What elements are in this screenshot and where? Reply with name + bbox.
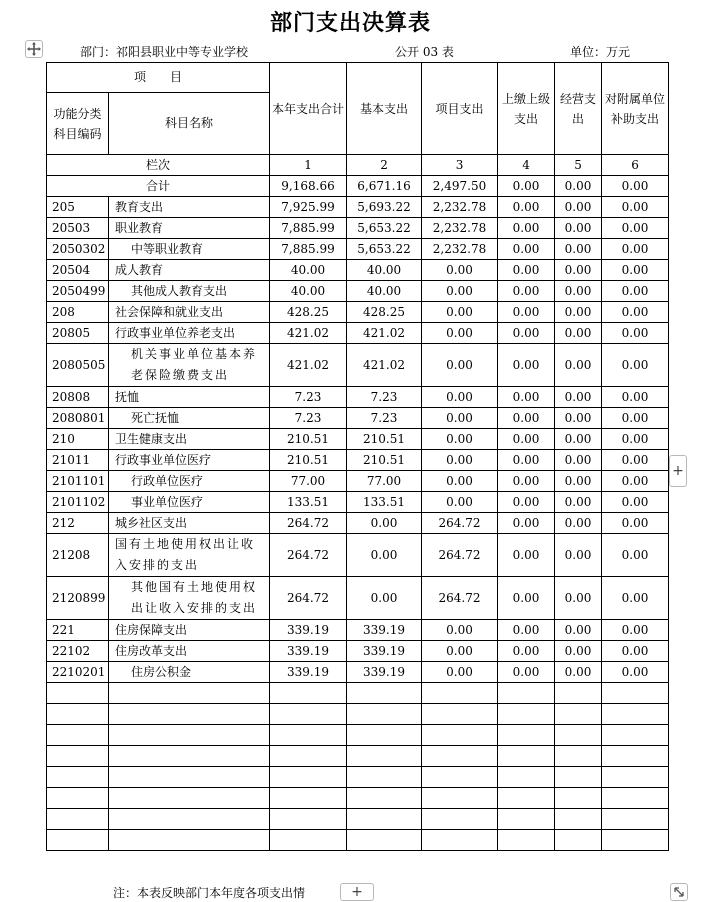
value-cell: 5,653.22 [347, 239, 422, 260]
function-code-cell: 20503 [47, 218, 109, 239]
empty-cell [602, 830, 669, 851]
function-code-cell: 210 [47, 429, 109, 450]
value-cell: 0.00 [602, 429, 669, 450]
header-project: 项 目 [47, 63, 270, 93]
value-cell: 0.00 [602, 197, 669, 218]
function-code-cell: 20805 [47, 323, 109, 344]
empty-cell [47, 767, 109, 788]
table-row [47, 577, 669, 620]
total-value: 0.00 [498, 176, 555, 197]
value-cell: 40.00 [270, 260, 347, 281]
value-cell: 0.00 [602, 620, 669, 641]
empty-cell [498, 704, 555, 725]
footnote: 注：本表反映部门本年度各项支出情 [113, 886, 306, 900]
empty-cell [555, 725, 602, 746]
value-cell: 0.00 [498, 281, 555, 302]
value-cell: 0.00 [498, 302, 555, 323]
empty-cell [347, 746, 422, 767]
row-index-5: 5 [555, 155, 602, 176]
value-cell: 0.00 [555, 344, 602, 387]
value-cell: 0.00 [498, 577, 555, 620]
header-business-expenditure: 经营支出 [555, 63, 602, 155]
resize-icon [671, 884, 687, 900]
total-value: 6,671.16 [347, 176, 422, 197]
value-cell: 5,693.22 [347, 197, 422, 218]
function-code-cell: 22102 [47, 641, 109, 662]
table-move-handle[interactable] [25, 40, 43, 58]
value-cell: 0.00 [555, 450, 602, 471]
empty-cell [422, 725, 498, 746]
table-row [47, 302, 669, 323]
value-cell: 339.19 [270, 641, 347, 662]
value-cell: 7.23 [270, 408, 347, 429]
value-cell: 7.23 [347, 387, 422, 408]
value-cell: 264.72 [270, 577, 347, 620]
value-cell: 0.00 [555, 429, 602, 450]
value-cell: 264.72 [270, 534, 347, 577]
empty-cell [422, 809, 498, 830]
empty-cell [602, 683, 669, 704]
table-row [47, 260, 669, 281]
value-cell: 0.00 [498, 513, 555, 534]
total-value: 2,497.50 [422, 176, 498, 197]
empty-cell [109, 683, 270, 704]
function-code-cell: 20504 [47, 260, 109, 281]
value-cell: 0.00 [498, 492, 555, 513]
table-row [47, 471, 669, 492]
empty-cell [555, 683, 602, 704]
row-index-1: 1 [270, 155, 347, 176]
value-cell: 264.72 [270, 513, 347, 534]
header-subject-name: 科目名称 [109, 93, 270, 155]
unit-label: 单位：万元 [570, 45, 631, 59]
value-cell: 0.00 [602, 450, 669, 471]
value-cell: 421.02 [347, 323, 422, 344]
empty-cell [498, 809, 555, 830]
function-code-cell: 2050499 [47, 281, 109, 302]
value-cell: 0.00 [422, 323, 498, 344]
value-cell: 0.00 [555, 620, 602, 641]
table-row [47, 641, 669, 662]
empty-cell [47, 788, 109, 809]
value-cell: 0.00 [498, 429, 555, 450]
empty-cell [602, 725, 669, 746]
subject-name-cell: 行政事业单位养老支出 [109, 323, 270, 344]
total-value: 0.00 [555, 176, 602, 197]
total-label: 合计 [47, 176, 270, 197]
value-cell: 0.00 [555, 641, 602, 662]
value-cell: 0.00 [555, 323, 602, 344]
empty-cell [270, 683, 347, 704]
value-cell: 0.00 [602, 387, 669, 408]
function-code-cell: 205 [47, 197, 109, 218]
empty-row [47, 746, 669, 767]
table-resize-handle[interactable] [670, 883, 688, 901]
function-code-cell: 2080801 [47, 408, 109, 429]
row-index-label: 栏次 [47, 155, 270, 176]
value-cell: 0.00 [498, 662, 555, 683]
value-cell: 0.00 [602, 302, 669, 323]
empty-cell [347, 704, 422, 725]
value-cell: 339.19 [347, 641, 422, 662]
empty-row [47, 830, 669, 851]
empty-cell [498, 767, 555, 788]
value-cell: 0.00 [422, 450, 498, 471]
value-cell: 0.00 [602, 492, 669, 513]
empty-cell [47, 725, 109, 746]
function-code-cell: 221 [47, 620, 109, 641]
value-cell: 210.51 [347, 429, 422, 450]
empty-cell [422, 683, 498, 704]
value-cell: 133.51 [347, 492, 422, 513]
value-cell: 0.00 [422, 344, 498, 387]
empty-cell [602, 809, 669, 830]
value-cell: 428.25 [270, 302, 347, 323]
subject-name-cell: 住房公积金 [109, 662, 270, 683]
empty-cell [498, 683, 555, 704]
value-cell: 0.00 [498, 197, 555, 218]
table-row [47, 492, 669, 513]
empty-cell [47, 746, 109, 767]
empty-cell [270, 788, 347, 809]
value-cell: 0.00 [347, 577, 422, 620]
function-code-cell: 21208 [47, 534, 109, 577]
value-cell: 0.00 [555, 471, 602, 492]
value-cell: 0.00 [555, 218, 602, 239]
empty-cell [422, 767, 498, 788]
empty-cell [270, 809, 347, 830]
page-title: 部门支出决算表 [269, 11, 431, 36]
add-column-button[interactable]: + [669, 455, 687, 487]
total-value: 9,168.66 [270, 176, 347, 197]
empty-cell [47, 704, 109, 725]
empty-cell [109, 830, 270, 851]
table-row [47, 218, 669, 239]
value-cell: 0.00 [422, 281, 498, 302]
value-cell: 0.00 [422, 429, 498, 450]
value-cell: 0.00 [422, 662, 498, 683]
function-code-cell: 2050302 [47, 239, 109, 260]
function-code-cell: 2101101 [47, 471, 109, 492]
empty-cell [498, 725, 555, 746]
value-cell: 0.00 [555, 513, 602, 534]
value-cell: 421.02 [270, 344, 347, 387]
move-icon [26, 41, 42, 57]
value-cell: 0.00 [422, 408, 498, 429]
empty-cell [498, 788, 555, 809]
row-index-2: 2 [347, 155, 422, 176]
empty-cell [555, 788, 602, 809]
value-cell: 0.00 [555, 281, 602, 302]
value-cell: 0.00 [602, 471, 669, 492]
empty-cell [347, 809, 422, 830]
subject-name-cell: 事业单位医疗 [109, 492, 270, 513]
empty-cell [270, 767, 347, 788]
value-cell: 0.00 [498, 218, 555, 239]
row-index-4: 4 [498, 155, 555, 176]
empty-cell [347, 725, 422, 746]
empty-cell [498, 746, 555, 767]
empty-cell [555, 809, 602, 830]
value-cell: 0.00 [347, 513, 422, 534]
value-cell: 0.00 [422, 620, 498, 641]
total-value: 0.00 [602, 176, 669, 197]
value-cell: 0.00 [422, 641, 498, 662]
table-row [47, 323, 669, 344]
value-cell: 0.00 [555, 302, 602, 323]
value-cell: 0.00 [602, 260, 669, 281]
empty-row [47, 683, 669, 704]
subject-name-cell: 行政事业单位医疗 [109, 450, 270, 471]
value-cell: 0.00 [422, 471, 498, 492]
table-row [47, 387, 669, 408]
table-row [47, 513, 669, 534]
subject-name-cell: 行政单位医疗 [109, 471, 270, 492]
value-cell: 0.00 [498, 260, 555, 281]
value-cell: 264.72 [422, 513, 498, 534]
value-cell: 0.00 [555, 239, 602, 260]
empty-row [47, 788, 669, 809]
function-code-cell: 2101102 [47, 492, 109, 513]
table-row [47, 408, 669, 429]
empty-cell [347, 767, 422, 788]
subject-name-cell: 住房改革支出 [109, 641, 270, 662]
function-code-cell: 21011 [47, 450, 109, 471]
empty-cell [109, 767, 270, 788]
table-row [47, 534, 669, 577]
value-cell: 0.00 [602, 408, 669, 429]
value-cell: 7,885.99 [270, 239, 347, 260]
empty-cell [555, 830, 602, 851]
value-cell: 40.00 [347, 281, 422, 302]
value-cell: 264.72 [422, 534, 498, 577]
empty-cell [422, 704, 498, 725]
empty-cell [422, 746, 498, 767]
function-code-cell: 208 [47, 302, 109, 323]
value-cell: 2,232.78 [422, 218, 498, 239]
value-cell: 428.25 [347, 302, 422, 323]
empty-row [47, 767, 669, 788]
table-row [47, 620, 669, 641]
value-cell: 210.51 [347, 450, 422, 471]
function-code-cell: 2120899 [47, 577, 109, 620]
value-cell: 339.19 [270, 662, 347, 683]
value-cell: 0.00 [555, 260, 602, 281]
empty-cell [602, 767, 669, 788]
form-number: 公开 03 表 [395, 45, 454, 59]
value-cell: 0.00 [555, 577, 602, 620]
value-cell: 0.00 [498, 323, 555, 344]
subject-name-cell: 其他成人教育支出 [109, 281, 270, 302]
value-cell: 264.72 [422, 577, 498, 620]
value-cell: 0.00 [498, 471, 555, 492]
empty-row [47, 809, 669, 830]
value-cell: 0.00 [602, 662, 669, 683]
value-cell: 7,925.99 [270, 197, 347, 218]
table-row [47, 239, 669, 260]
value-cell: 0.00 [555, 408, 602, 429]
header-function-code: 功能分类科目编码 [47, 93, 109, 155]
table-row [47, 662, 669, 683]
header-remit-superior: 上缴上级支出 [498, 63, 555, 155]
empty-cell [602, 788, 669, 809]
value-cell: 40.00 [270, 281, 347, 302]
empty-cell [109, 725, 270, 746]
value-cell: 339.19 [347, 662, 422, 683]
value-cell: 0.00 [498, 239, 555, 260]
value-cell: 339.19 [270, 620, 347, 641]
empty-row [47, 704, 669, 725]
empty-cell [270, 704, 347, 725]
empty-cell [270, 830, 347, 851]
value-cell: 0.00 [498, 641, 555, 662]
header-total-expenditure: 本年支出合计 [270, 63, 347, 155]
subject-name-cell: 职业教育 [109, 218, 270, 239]
function-code-cell: 212 [47, 513, 109, 534]
value-cell: 0.00 [422, 260, 498, 281]
value-cell: 5,653.22 [347, 218, 422, 239]
subject-name-cell: 教育支出 [109, 197, 270, 218]
empty-cell [109, 704, 270, 725]
empty-cell [47, 809, 109, 830]
empty-cell [109, 746, 270, 767]
value-cell: 77.00 [347, 471, 422, 492]
subject-name-cell: 城乡社区支出 [109, 513, 270, 534]
table-row [47, 429, 669, 450]
value-cell: 0.00 [555, 492, 602, 513]
value-cell: 77.00 [270, 471, 347, 492]
row-index-3: 3 [422, 155, 498, 176]
value-cell: 0.00 [602, 281, 669, 302]
value-cell: 0.00 [555, 197, 602, 218]
add-row-button[interactable]: + [340, 883, 374, 901]
value-cell: 0.00 [347, 534, 422, 577]
empty-cell [422, 788, 498, 809]
value-cell: 0.00 [602, 513, 669, 534]
table-row [47, 344, 669, 387]
empty-cell [109, 788, 270, 809]
function-code-cell: 20808 [47, 387, 109, 408]
value-cell: 339.19 [347, 620, 422, 641]
value-cell: 421.02 [347, 344, 422, 387]
empty-cell [47, 830, 109, 851]
empty-cell [47, 683, 109, 704]
value-cell: 0.00 [498, 408, 555, 429]
subject-name-cell: 抚恤 [109, 387, 270, 408]
value-cell: 0.00 [422, 387, 498, 408]
value-cell: 2,232.78 [422, 197, 498, 218]
empty-row [47, 725, 669, 746]
subject-name-cell: 其他国有土地使用权出让收入安排的支出 [109, 577, 270, 620]
subject-name-cell: 中等职业教育 [109, 239, 270, 260]
value-cell: 0.00 [602, 218, 669, 239]
subject-name-cell: 卫生健康支出 [109, 429, 270, 450]
empty-cell [555, 746, 602, 767]
value-cell: 0.00 [498, 344, 555, 387]
subject-name-cell: 死亡抚恤 [109, 408, 270, 429]
empty-cell [270, 746, 347, 767]
empty-cell [109, 809, 270, 830]
expenditure-table [46, 62, 669, 851]
value-cell: 0.00 [602, 577, 669, 620]
function-code-cell: 2080505 [47, 344, 109, 387]
empty-cell [347, 830, 422, 851]
function-code-cell: 2210201 [47, 662, 109, 683]
value-cell: 0.00 [555, 534, 602, 577]
value-cell: 0.00 [602, 323, 669, 344]
value-cell: 210.51 [270, 450, 347, 471]
value-cell: 0.00 [498, 450, 555, 471]
subject-name-cell: 国有土地使用权出让收入安排的支出 [109, 534, 270, 577]
value-cell: 0.00 [602, 344, 669, 387]
row-index-6: 6 [602, 155, 669, 176]
empty-cell [555, 704, 602, 725]
value-cell: 0.00 [602, 534, 669, 577]
empty-cell [422, 830, 498, 851]
table-row [47, 197, 669, 218]
empty-cell [270, 725, 347, 746]
value-cell: 133.51 [270, 492, 347, 513]
value-cell: 0.00 [498, 620, 555, 641]
value-cell: 0.00 [555, 387, 602, 408]
empty-cell [602, 704, 669, 725]
value-cell: 0.00 [422, 302, 498, 323]
subject-name-cell: 住房保障支出 [109, 620, 270, 641]
table-row [47, 450, 669, 471]
value-cell: 0.00 [602, 239, 669, 260]
header-project-expenditure: 项目支出 [422, 63, 498, 155]
empty-cell [602, 746, 669, 767]
value-cell: 7,885.99 [270, 218, 347, 239]
value-cell: 210.51 [270, 429, 347, 450]
table-row [47, 281, 669, 302]
value-cell: 421.02 [270, 323, 347, 344]
subject-name-cell: 社会保障和就业支出 [109, 302, 270, 323]
header-basic-expenditure: 基本支出 [347, 63, 422, 155]
value-cell: 7.23 [347, 408, 422, 429]
value-cell: 7.23 [270, 387, 347, 408]
value-cell: 0.00 [602, 641, 669, 662]
department-label: 部门：祁阳县职业中等专业学校 [80, 45, 249, 59]
empty-cell [555, 767, 602, 788]
empty-cell [347, 788, 422, 809]
empty-cell [498, 830, 555, 851]
value-cell: 0.00 [498, 387, 555, 408]
value-cell: 0.00 [498, 534, 555, 577]
empty-cell [347, 683, 422, 704]
value-cell: 0.00 [555, 662, 602, 683]
subject-name-cell: 成人教育 [109, 260, 270, 281]
value-cell: 2,232.78 [422, 239, 498, 260]
value-cell: 40.00 [347, 260, 422, 281]
header-subsidiary-subsidy: 对附属单位补助支出 [602, 63, 669, 155]
value-cell: 0.00 [422, 492, 498, 513]
subject-name-cell: 机关事业单位基本养老保险缴费支出 [109, 344, 270, 387]
